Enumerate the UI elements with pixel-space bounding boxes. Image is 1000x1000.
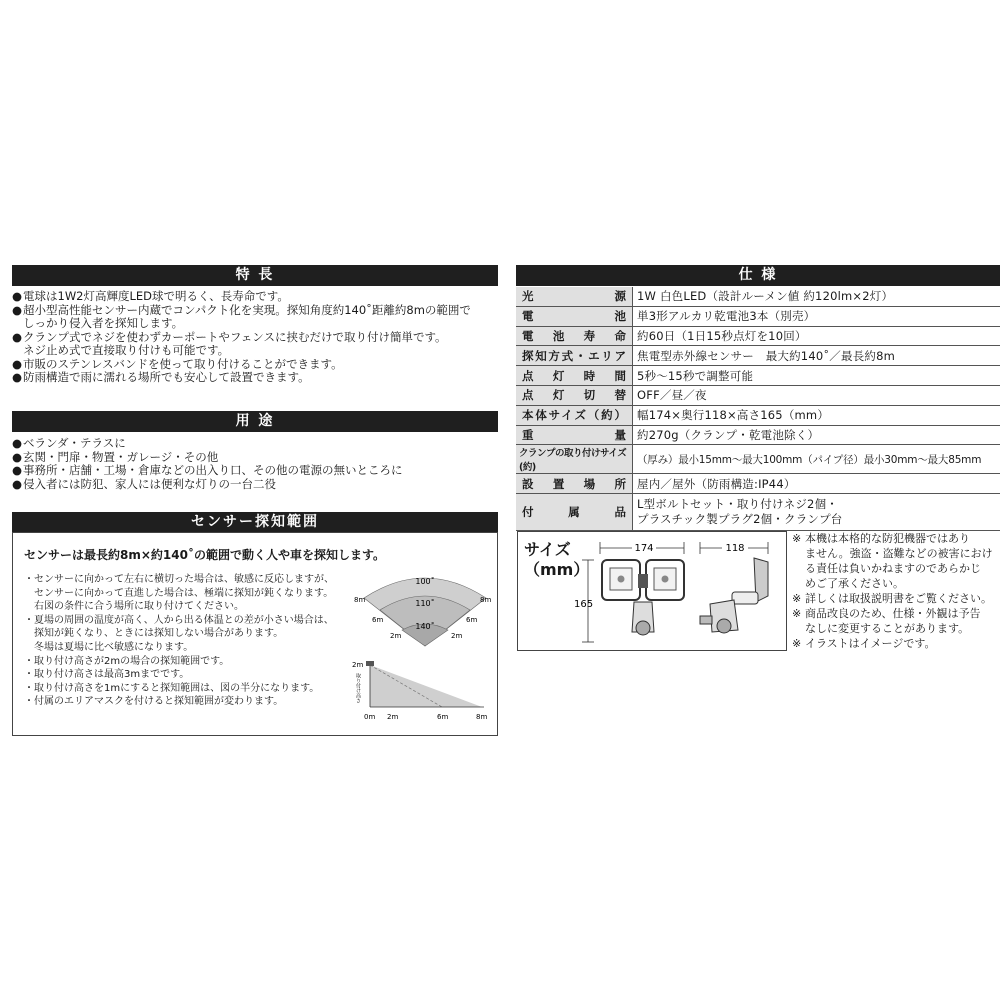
list-item-continued: しっかり侵入者を探知します。 (23, 316, 184, 330)
list-item: ● 玄関・門扉・物置・ガレージ・その他 (12, 449, 219, 464)
notes: ※ 本機は本格的な防犯機器ではあり ません。強盗・盗難などの被害におけ る責任は負いかねますのであらかじ めご了承ください。 ※ 詳しくは取扱説明書をご覧ください。 ※ 商品改良のため、仕様・外観は予告 なしに変更することがあります。 ※ イラストはイメージです。 (792, 531, 1000, 651)
angle-label: 100˚ (415, 577, 435, 586)
table-row: 電池 単3形アルカリ乾電池3本（別売） (516, 306, 1000, 326)
list-item: ● 事務所・店舗・工場・倉庫などの出入り口、その他の電源の無いところに (12, 463, 403, 477)
note-item: ・ 取り付け高さを1mにすると探知範囲は、図の半分になります。 (24, 682, 320, 694)
product-dimension-illustration (572, 536, 784, 648)
features-list (12, 290, 502, 385)
features-header: 特 長 (12, 265, 498, 286)
axis-label: 0m (364, 713, 376, 721)
table-row: 電池寿命 約60日（1日15秒点灯を10回） (516, 326, 1000, 346)
table-row: 探知方式・エリア 焦電型赤外線センサー 最大約140˚／最長約8m (516, 346, 1000, 366)
note-item: ・ 取り付け高さが2mの場合の探知範囲です。 (24, 655, 230, 667)
uses-header: 用 途 (12, 411, 498, 432)
note-item: ・ 取り付け高さは最高3mまでです。 (24, 669, 190, 681)
width-value: 174 (634, 543, 654, 554)
distance-label: 2m (390, 632, 402, 640)
list-item: ● ベランダ・テラスに (12, 436, 126, 450)
note-item: ※ 商品改良のため、仕様・外観は予告 (792, 607, 981, 620)
table-row: クランプの取り付けサイズ(約) （厚み）最小15mm～最大100mm（パイプ径）最小30mm～最大85mm (516, 445, 1000, 474)
table-row: 光源 1W 白色LED（設計ルーメン値 約120lm×2灯） (516, 287, 1000, 306)
distance-label: 8m (480, 596, 492, 604)
depth-value: 118 (725, 543, 745, 554)
sensor-notes: ・ センサーに向かって左右に横切った場合は、敏感に反応しますが、 センサーに向かって直進した場合は、極端に探知が鈍くなります。 右図の条件に合う場所に取り付けてください。 ・ 夏場の周囲の温度が高く、人から出る体温との差が小さい場合は、 探知が鈍くなり、ときには探知しない場合があります。 冬場は夏場に比べ敏感になります。 ・ 取り付け高さが2mの場合の探知範囲です。 ・ 取り付け高さは最高3mまでです。 ・ 取り付け高さを1mにすると探知範囲は、図の半分になります。 ・ 付属のエリアマスクを付けると探知範囲が変わります。 (24, 573, 364, 709)
table-row: 設置場所 屋内／屋外（防雨構造:IP44） (516, 474, 1000, 494)
axis-label: 6m (437, 713, 449, 721)
specs-header: 仕 様 (516, 265, 1000, 286)
list-item: ● 防雨構造で雨に濡れる場所でも安心して設置できます。 (12, 370, 310, 384)
angle-label: 140˚ (415, 622, 435, 631)
axis-label: 8m (476, 713, 488, 721)
list-item: ● 侵入者には防犯、家人には便利な灯りの一台二役 (12, 476, 276, 491)
uses-list (12, 437, 502, 491)
list-item-continued: ネジ止め式で直接取り付けも可能です。 (23, 343, 230, 357)
list-item: ● クランプ式でネジを使わずカーポートやフェンスに挟むだけで取り付け簡単です。 (12, 329, 447, 344)
sensor-lead: センサーは最長約8m×約140˚の範囲で動く人や車を探知します。 (24, 548, 385, 562)
table-row: 重量 約270g（クランプ・乾電池除く） (516, 425, 1000, 445)
list-item: ● 電球は1W2灯高輝度LED球で明るく、長寿命です。 (12, 289, 289, 303)
note-item: ※ 本機は本格的な防犯機器ではあり (792, 532, 970, 545)
note-item: ※ 詳しくは取扱説明書をご覧ください。 (792, 592, 992, 605)
note-item: ※ イラストはイメージです。 (792, 637, 936, 650)
distance-label: 2m (451, 632, 463, 640)
note-item: ・ 夏場の周囲の温度が高く、人から出る体温との差が小さい場合は、 (24, 614, 334, 626)
detection-range-side-diagram (352, 655, 498, 725)
detection-range-top-diagram (352, 568, 498, 650)
angle-label: 110˚ (415, 599, 435, 608)
note-item: ・ センサーに向かって左右に横切った場合は、敏感に反応しますが、 (24, 574, 334, 585)
table-row: 点灯時間 5秒～15秒で調整可能 (516, 366, 1000, 386)
list-item: ● 超小型高性能センサー内蔵でコンパクト化を実現。探知角度約140˚距離約8mの範囲で (12, 302, 471, 317)
height-value: 165 (574, 599, 594, 610)
size-label: サイズ （mm） (524, 540, 590, 579)
table-row: 点灯切替 OFF／昼／夜 (516, 385, 1000, 405)
height-label: 2m (352, 661, 364, 669)
mount-height-text: 取り付け高さ (355, 673, 361, 703)
table-row: 付属品 L型ボルトセット・取り付けネジ2個・ プラスチック製プラグ2個・クランプ台 (516, 494, 1000, 531)
list-item: ● 市販のステンレスバンドを使って取り付けることができます。 (12, 356, 343, 371)
sensor-header: センサー探知範囲 (12, 512, 498, 533)
specs-table (516, 287, 1000, 531)
axis-label: 2m (387, 713, 399, 721)
distance-label: 6m (466, 616, 478, 624)
distance-label: 6m (372, 616, 384, 624)
table-row: 本体サイズ（約） 幅174×奥行118×高さ165（mm） (516, 405, 1000, 425)
note-item: ・ 付属のエリアマスクを付けると探知範囲が変わります。 (24, 696, 284, 708)
distance-label: 8m (354, 596, 366, 604)
